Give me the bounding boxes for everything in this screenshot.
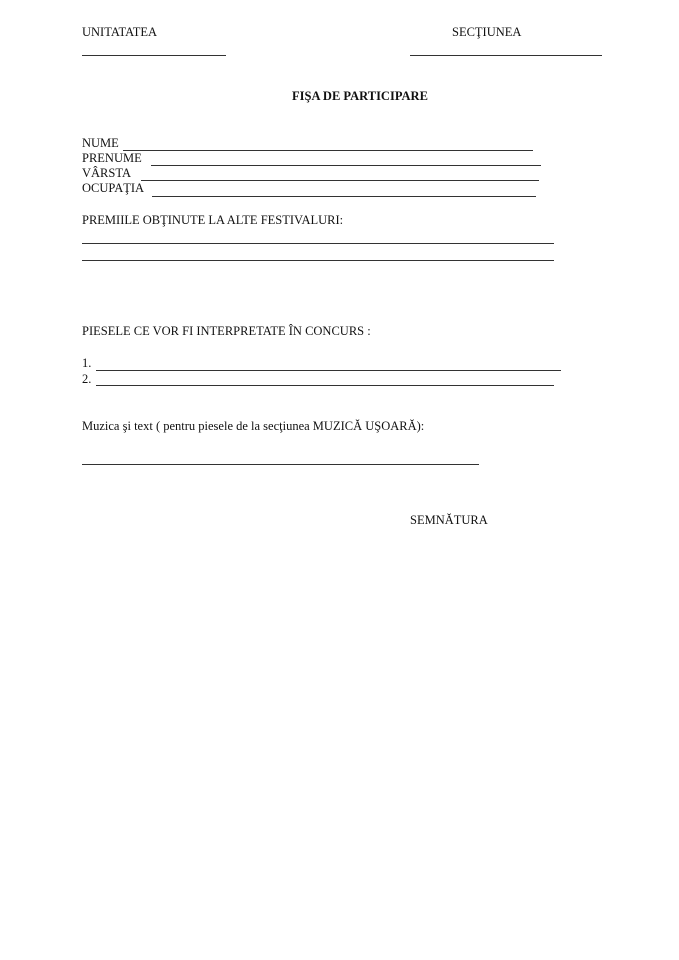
field-label-varsta: VÂRSTA: [82, 166, 132, 180]
nume-input-line[interactable]: [123, 150, 533, 151]
field-label-ocupatia: OCUPAŢIA: [82, 181, 145, 195]
unit-label: UNITATATEA: [82, 25, 158, 39]
awards-input-line-1[interactable]: [82, 243, 554, 244]
section-input-line[interactable]: [410, 55, 602, 56]
field-label-nume: NUME: [82, 136, 119, 150]
piece-number-1: 1.: [82, 356, 92, 370]
piece-1-input-line[interactable]: [96, 370, 561, 371]
ocupatia-input-line[interactable]: [152, 196, 536, 197]
piece-number-2: 2.: [82, 372, 92, 386]
music-text-input-line[interactable]: [82, 464, 479, 465]
form-title: FIŞA DE PARTICIPARE: [292, 89, 428, 103]
pieces-label: PIESELE CE VOR FI INTERPRETATE ÎN CONCURS :: [82, 324, 371, 338]
varsta-input-line[interactable]: [141, 180, 539, 181]
signature-label: SEMNĂTURA: [410, 513, 488, 527]
section-label: SECŢIUNEA: [452, 25, 522, 39]
piece-2-input-line[interactable]: [96, 385, 554, 386]
prenume-input-line[interactable]: [151, 165, 541, 166]
unit-input-line[interactable]: [82, 55, 226, 56]
field-label-prenume: PRENUME: [82, 151, 142, 165]
awards-label: PREMIILE OBŢINUTE LA ALTE FESTIVALURI:: [82, 213, 344, 227]
awards-input-line-2[interactable]: [82, 260, 554, 261]
music-text-label: Muzica şi text ( pentru piesele de la secţiunea MUZICĂ UŞOARĂ):: [82, 419, 425, 433]
